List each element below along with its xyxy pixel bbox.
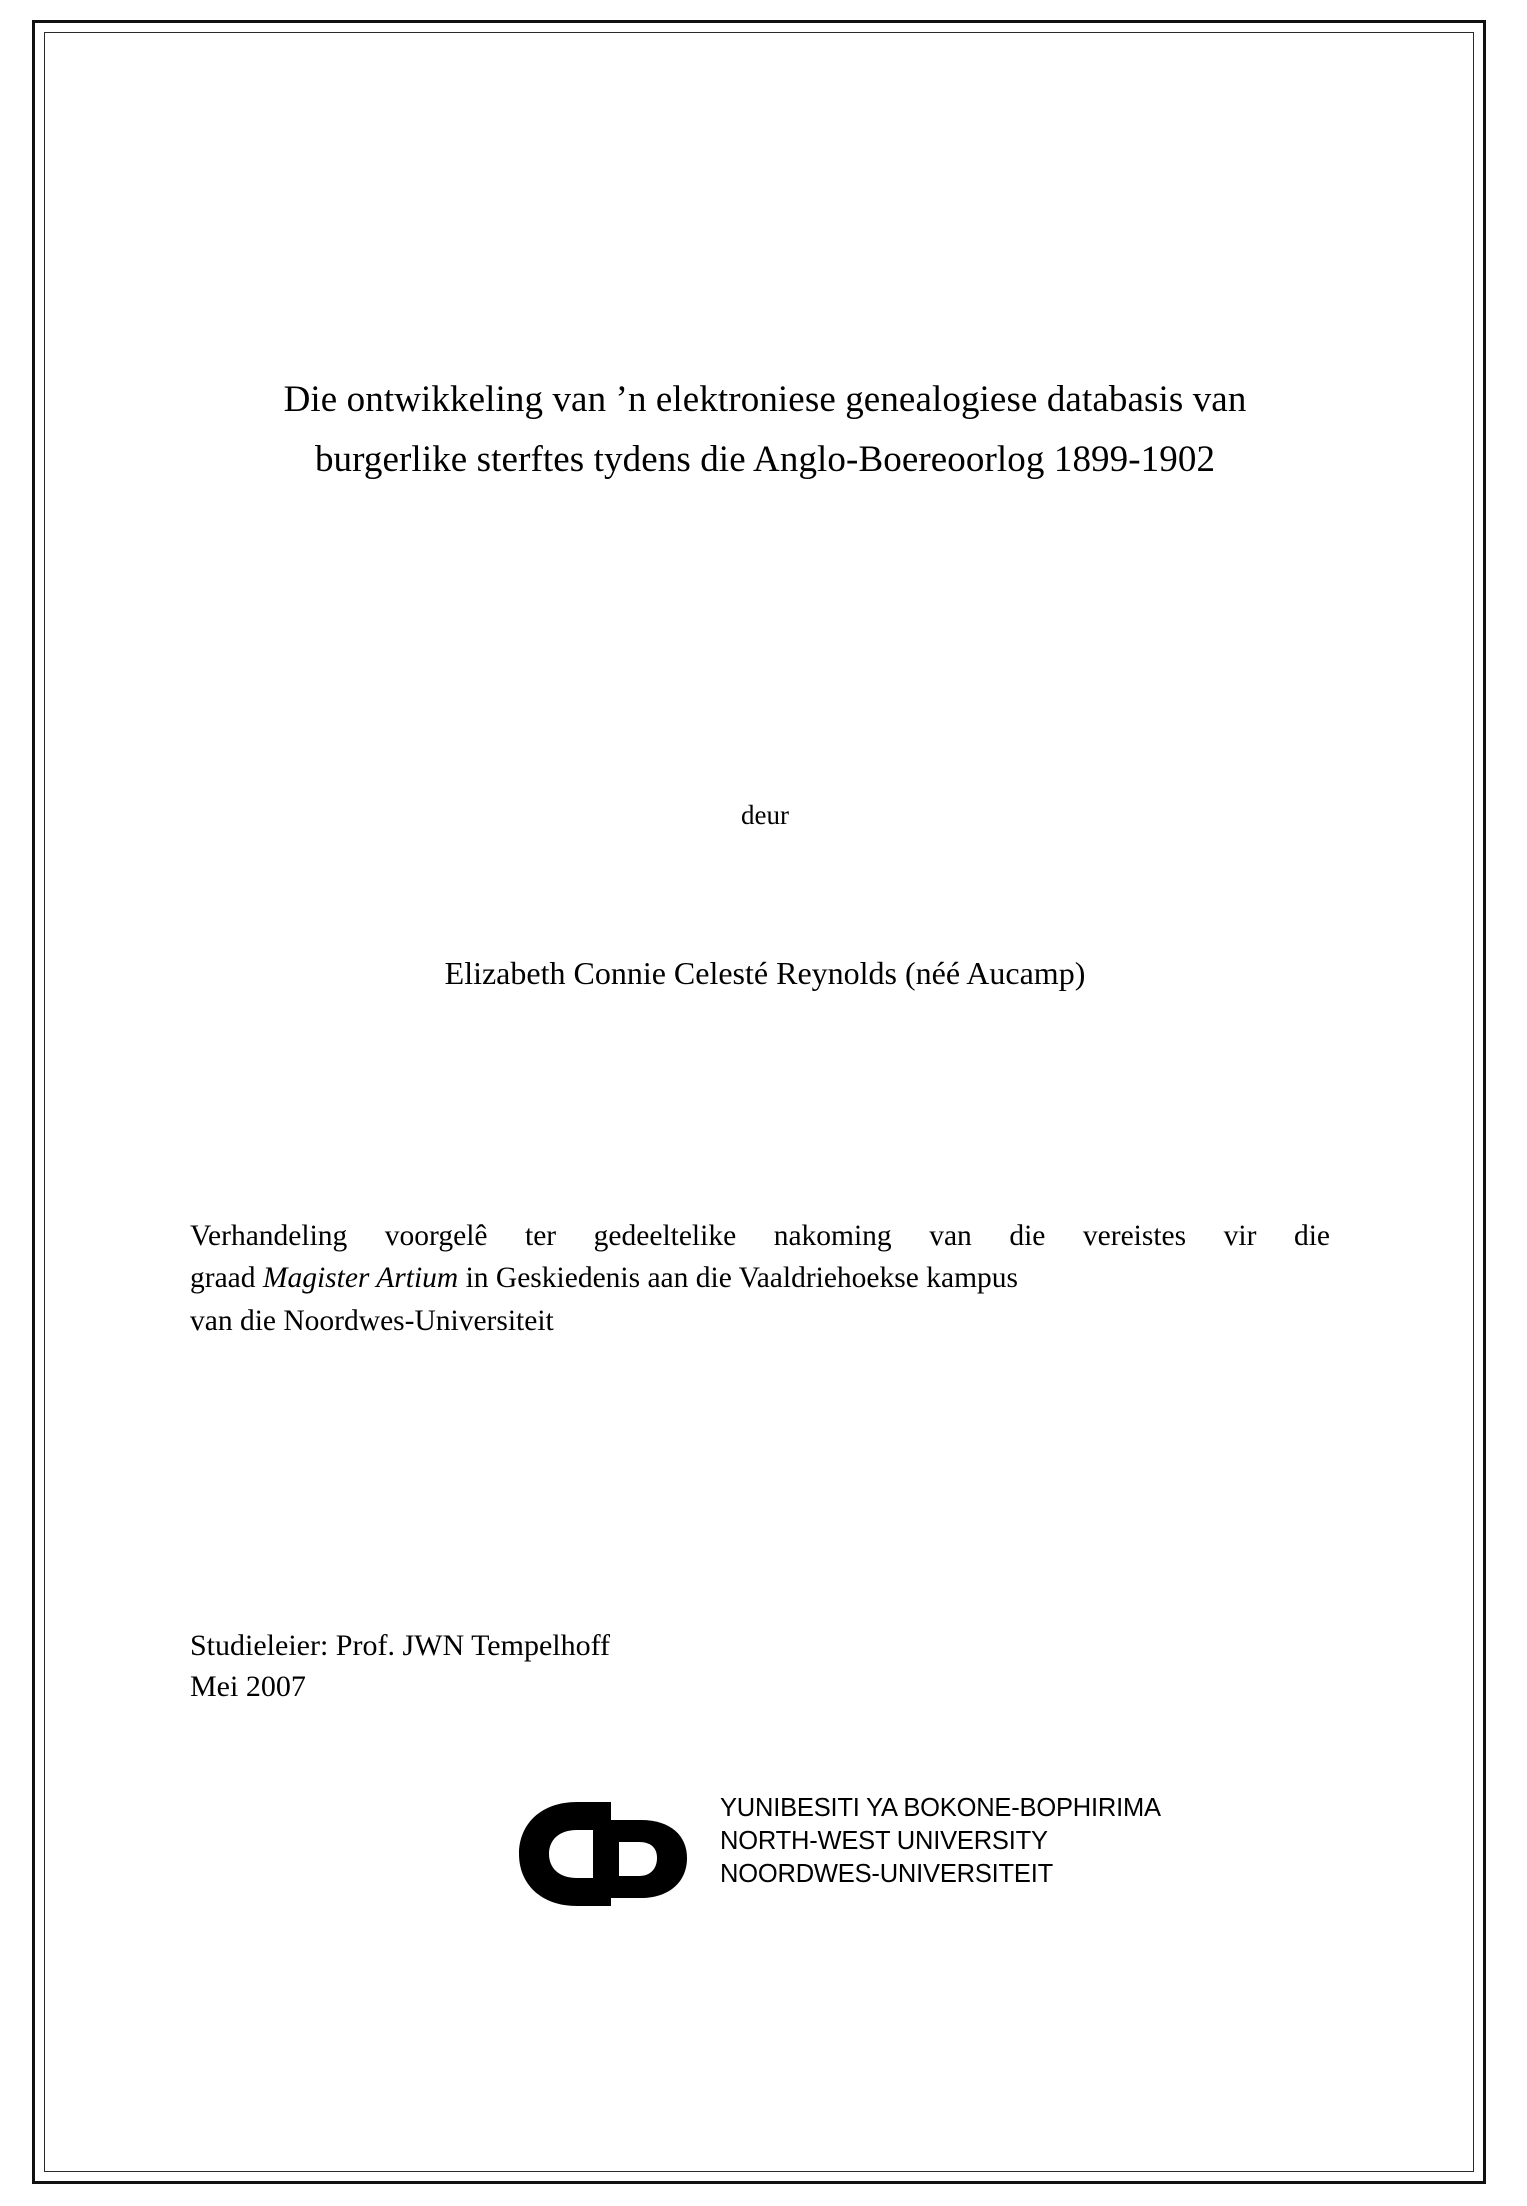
date-line: Mei 2007 bbox=[190, 1670, 306, 1703]
by-label: deur bbox=[741, 800, 789, 830]
title-line-1: Die ontwikkeling van ’n elektroniese genealogiese databasis van bbox=[283, 379, 1247, 420]
degree-statement-line-1: Verhandeling voorgelê ter gedeeltelike nakoming van die vereistes vir die bbox=[190, 1220, 1330, 1252]
logo-text-line-3: NOORDWES-UNIVERSITEIT bbox=[720, 1859, 1053, 1888]
degree-statement bbox=[190, 1215, 1330, 1342]
degree-statement-line-2-post: in Geskiedenis aan die Vaaldriehoekse kampus bbox=[458, 1262, 1018, 1295]
nwu-logo-icon bbox=[515, 1798, 710, 1910]
university-logo-block bbox=[480, 1790, 1180, 1920]
title-page-content bbox=[150, 0, 1380, 2206]
university-logo-text bbox=[720, 1792, 1161, 1891]
logo-text-line-1: YUNIBESITI YA BOKONE-BOPHIRIMA bbox=[720, 1794, 1161, 1822]
logo-text-line-2: NORTH-WEST UNIVERSITY bbox=[720, 1826, 1048, 1855]
title-line-2: burgerlike sterftes tydens die Anglo-Boereoorlog 1899-1902 bbox=[314, 438, 1216, 480]
page-title bbox=[180, 370, 1350, 490]
degree-statement-line-3: van die Noordwes-Universiteit bbox=[190, 1304, 554, 1337]
degree-statement-line-2-pre: graad bbox=[190, 1262, 263, 1295]
degree-name-italic: Magister Artium bbox=[262, 1262, 459, 1295]
degree-statement-line-2 bbox=[190, 1257, 1330, 1299]
author-name: Elizabeth Connie Celesté Reynolds (néé Aucamp) bbox=[444, 955, 1086, 991]
supervisor-line: Studieleier: Prof. JWN Tempelhoff bbox=[190, 1629, 611, 1662]
